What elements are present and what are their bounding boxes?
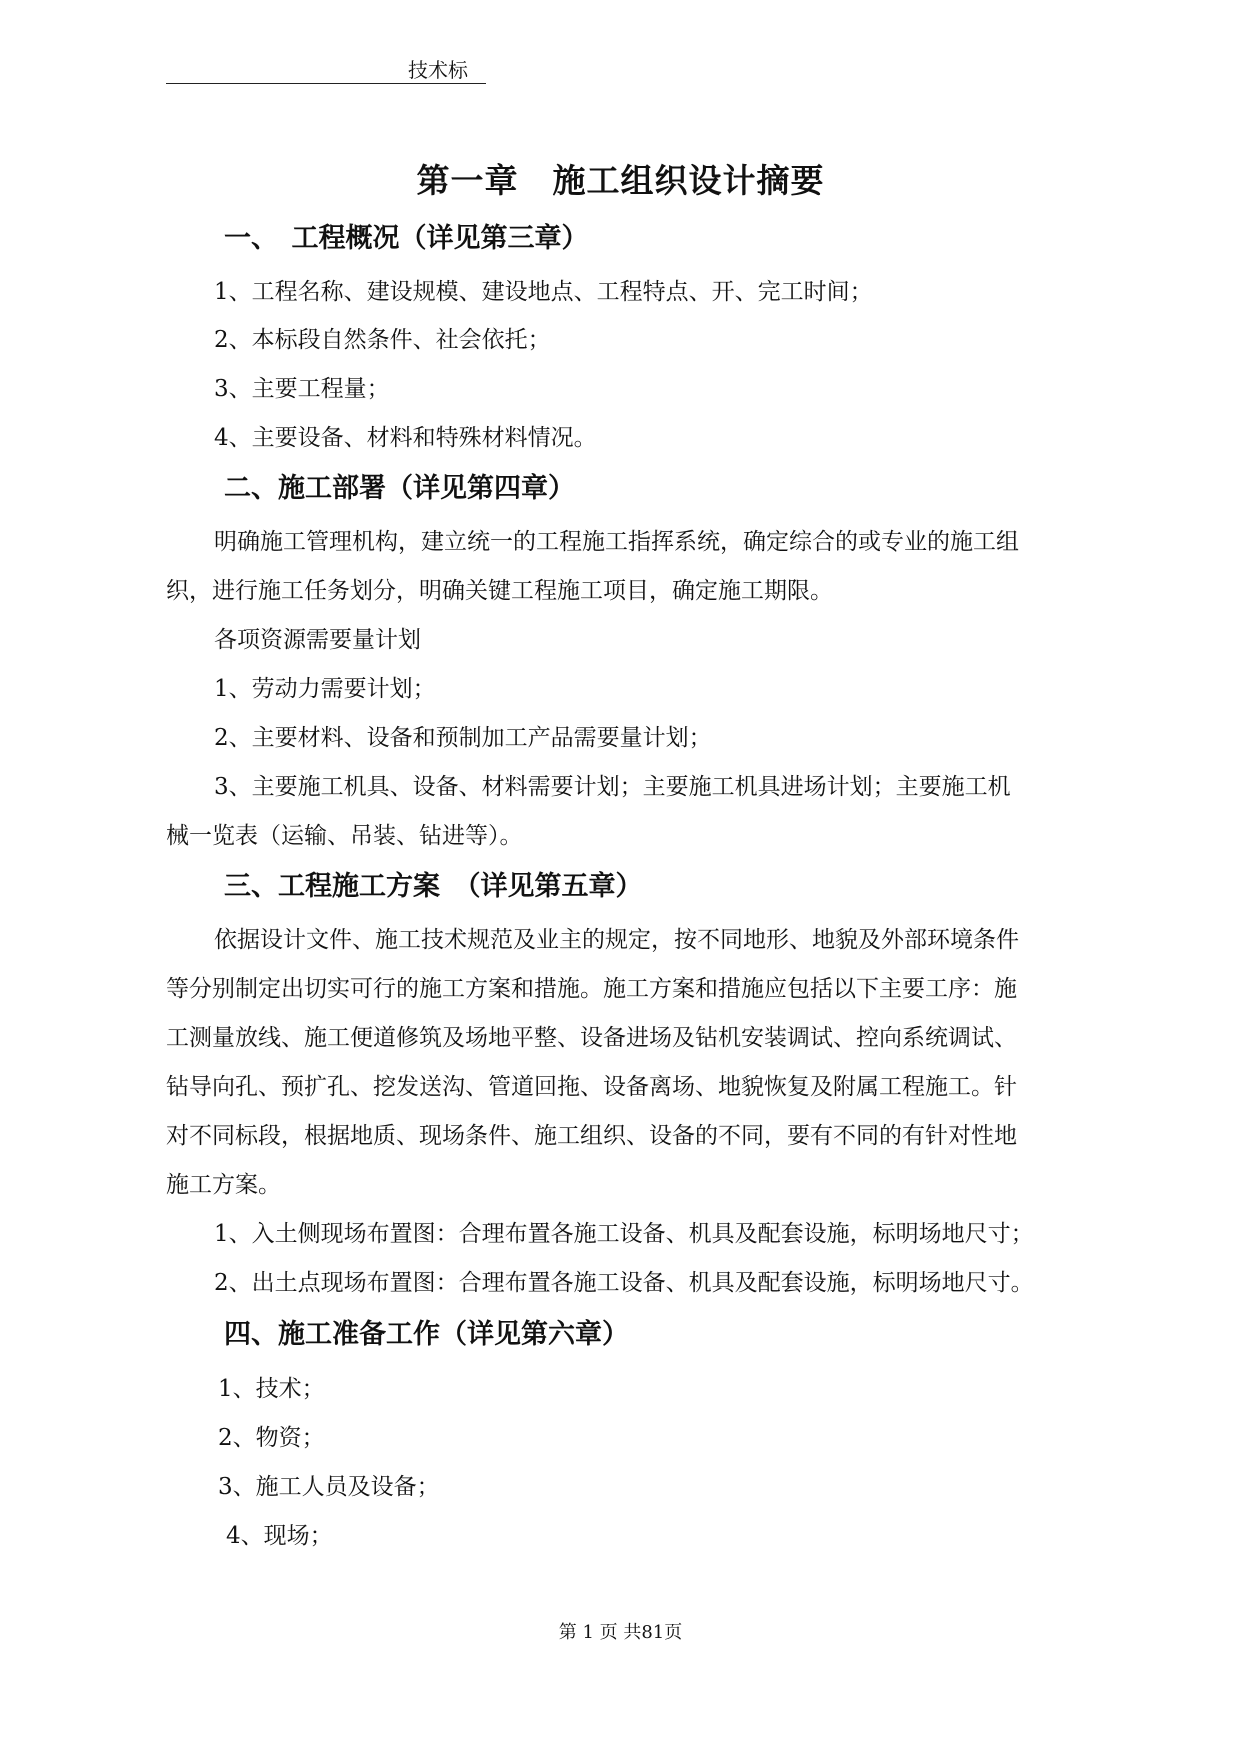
- paragraph-line: 1、入土侧现场布置图：合理布置各施工设备、机具及配套设施，标明场地尺寸；: [214, 1221, 1034, 1247]
- header-label: 技术标: [408, 58, 468, 82]
- chapter-title: 第一章 施工组织设计摘要: [416, 161, 825, 200]
- paragraph-line: 工测量放线、施工便道修筑及场地平整、设备进场及钻机安装调试、控向系统调试、: [166, 1025, 1017, 1051]
- paragraph-line: 4、主要设备、材料和特殊材料情况。: [214, 425, 597, 451]
- paragraph-line: 明确施工管理机构，建立统一的工程施工指挥系统，确定综合的或专业的施工组: [214, 529, 1019, 555]
- paragraph-line: 织，进行施工任务划分，明确关键工程施工项目，确定施工期限。: [166, 578, 833, 604]
- paragraph-line: 3、施工人员及设备；: [218, 1474, 440, 1500]
- paragraph-line: 施工方案。: [166, 1172, 281, 1198]
- paragraph-line: 3、主要施工机具、设备、材料需要计划；主要施工机具进场计划；主要施工机: [214, 774, 1011, 800]
- paragraph-line: 4、现场；: [226, 1523, 333, 1549]
- paragraph-line: 1、劳动力需要计划；: [214, 676, 436, 702]
- paragraph-line: 1、工程名称、建设规模、建设地点、工程特点、开、完工时间；: [214, 279, 873, 305]
- paragraph-line: 对不同标段，根据地质、现场条件、施工组织、设备的不同，要有不同的有针对性地: [166, 1123, 1017, 1149]
- paragraph-line: 2、物资；: [218, 1425, 325, 1451]
- paragraph-line: 2、主要材料、设备和预制加工产品需要量计划；: [214, 725, 712, 751]
- paragraph-line: 各项资源需要量计划: [214, 627, 421, 653]
- paragraph-line: 1、技术；: [218, 1376, 325, 1402]
- paragraph-line: 3、主要工程量；: [214, 376, 390, 402]
- section-heading-1: 一、 工程概况（详见第三章）: [224, 223, 589, 254]
- paragraph-line: 2、本标段自然条件、社会依托；: [214, 327, 551, 353]
- paragraph-line: 2、出土点现场布置图：合理布置各施工设备、机具及配套设施，标明场地尺寸。: [214, 1270, 1034, 1296]
- paragraph-line: 械一览表（运输、吊装、钻进等）。: [166, 823, 523, 849]
- section-heading-4: 四、施工准备工作（详见第六章）: [224, 1319, 629, 1350]
- header-rule: [166, 83, 486, 84]
- section-heading-3: 三、工程施工方案 （详见第五章）: [224, 871, 643, 902]
- paragraph-line: 钻导向孔、预扩孔、挖发送沟、管道回拖、设备离场、地貌恢复及附属工程施工。针: [166, 1074, 1017, 1100]
- page-number: 第 1 页 共81页: [558, 1622, 683, 1643]
- paragraph-line: 等分别制定出切实可行的施工方案和措施。施工方案和措施应包括以下主要工序：施: [166, 976, 1017, 1002]
- paragraph-line: 依据设计文件、施工技术规范及业主的规定，按不同地形、地貌及外部环境条件: [214, 927, 1019, 953]
- section-heading-2: 二、施工部署（详见第四章）: [224, 473, 575, 504]
